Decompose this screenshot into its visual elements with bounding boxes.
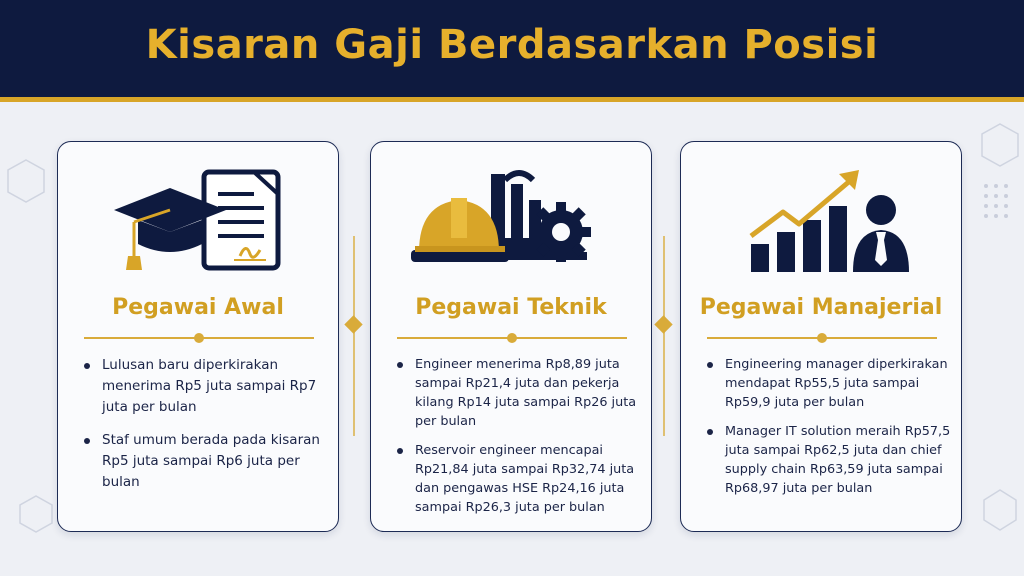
- list-item: Engineer menerima Rp8,89 juta sampai Rp21,4 juta dan pekerja kilang Rp14 juta sampai Rp26 juta per bulan: [393, 355, 641, 431]
- connector-line: [353, 236, 355, 436]
- card-bullet-list: [703, 355, 951, 508]
- hexagon-decoration-icon: [18, 494, 54, 534]
- card-title: Pegawai Teknik: [415, 295, 607, 320]
- hexagon-decoration-icon: [6, 158, 46, 204]
- list-item: Engineering manager diperkirakan mendapat Rp55,5 juta sampai Rp59,9 juta per bulan: [703, 355, 951, 412]
- card-divider-dot: [507, 333, 517, 343]
- card-pegawai-manajerial: [680, 141, 962, 532]
- header-banner: [0, 0, 1024, 102]
- card-divider-dot: [817, 333, 827, 343]
- card-bullet-list: [393, 355, 641, 527]
- list-item: Manager IT solution meraih Rp57,5 juta sampai Rp62,5 juta dan chief supply chain Rp63,59 juta sampai Rp68,97 juta per bulan: [703, 422, 951, 498]
- card-pegawai-awal: [57, 141, 339, 532]
- hardhat-refinery-gear-icon: [371, 160, 653, 278]
- card-pegawai-teknik: [370, 141, 652, 532]
- card-icon-area: [681, 160, 961, 278]
- connector-diamond: [344, 315, 362, 333]
- list-item: Reservoir engineer mencapai Rp21,84 juta sampai Rp32,74 juta dan pengawas HSE Rp24,16 juta sampai Rp26,3 juta per bulan: [393, 441, 641, 517]
- page-title: Kisaran Gaji Berdasarkan Posisi: [145, 22, 879, 68]
- list-item: Staf umum berada pada kisaran Rp5 juta sampai Rp6 juta per bulan: [80, 430, 328, 493]
- card-divider-dot: [194, 333, 204, 343]
- growth-chart-manager-icon: [681, 160, 963, 278]
- hexagon-decoration-icon: [982, 488, 1018, 532]
- card-bullet-list: [80, 355, 328, 505]
- graduation-cap-and-certificate-icon: [58, 160, 340, 278]
- connector-diamond: [654, 315, 672, 333]
- card-title: Pegawai Manajerial: [699, 295, 943, 320]
- card-icon-area: [371, 160, 651, 278]
- connector-line: [663, 236, 665, 436]
- card-title: Pegawai Awal: [112, 295, 284, 320]
- hexagon-decoration-icon: [980, 122, 1020, 168]
- card-icon-area: [58, 160, 338, 278]
- dot-grid-decoration-icon: [982, 182, 1012, 222]
- list-item: Lulusan baru diperkirakan menerima Rp5 juta sampai Rp7 juta per bulan: [80, 355, 328, 418]
